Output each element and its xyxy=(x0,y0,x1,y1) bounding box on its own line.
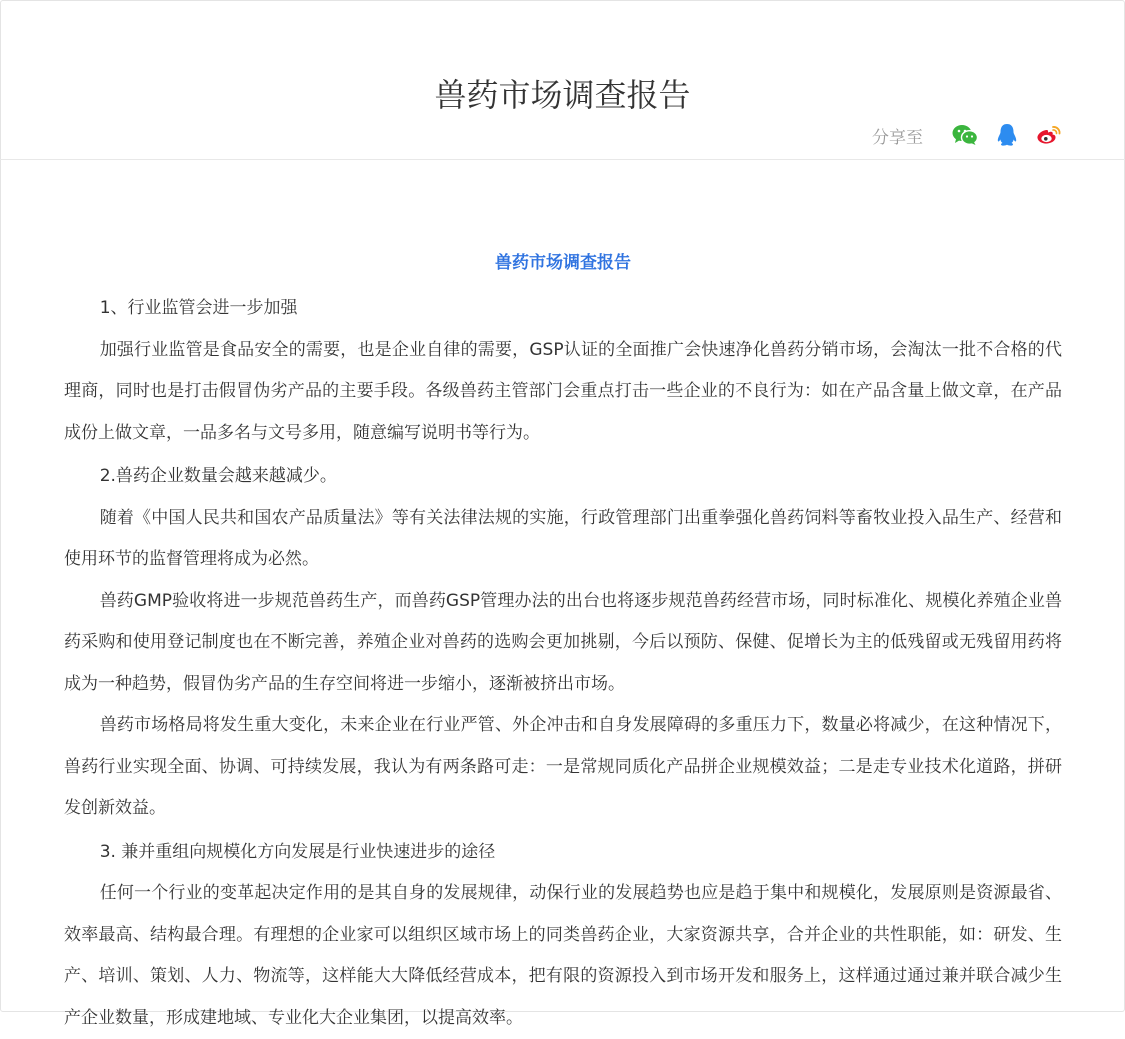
paragraph: 任何一个行业的变革起决定作用的是其自身的发展规律，动保行业的发展趋势也应是趋于集中和规模化，发展原则是资源最省、效率最高、结构最合理。有理想的企业家可以组织区域市场上的同类兽药企业，大家资源共享，合并企业的共性职能，如：研发、生产、培训、策划、人力、物流等，这样能大大降低经营成本，把有限的资源投入到市场开发和服务上，这样通过通过兼并联合减少生产企业数量，形成建地域、专业化大企业集团，以提高效率。 xyxy=(64,883,1062,1028)
weibo-icon xyxy=(1036,124,1062,146)
qq-icon xyxy=(996,123,1018,147)
section-heading: 2.兽药企业数量会越来越减少。 xyxy=(99,466,337,486)
paragraph: 随着《中国人民共和国农产品质量法》等有关法律法规的实施，行政管理部门出重拳强化兽药饲料等畜牧业投入品生产、经营和使用环节的监督管理将成为必然。 xyxy=(64,507,1062,569)
paragraph: 兽药GMP验收将进一步规范兽药生产，而兽药GSP管理办法的出台也将逐步规范兽药经营市场，同时标准化、规模化养殖企业兽药采购和使用登记制度也在不断完善，养殖企业对兽药的选购会更加挑剔，今后以预防、保健、促增长为主的低残留或无残留用药将成为一种趋势，假冒伪劣产品的生存空间将进一步缩小，逐渐被挤出市场。 xyxy=(64,590,1062,694)
wechat-share-button[interactable] xyxy=(951,122,979,148)
paragraph: 加强行业监管是食品安全的需要，也是企业自律的需要，GSP认证的全面推广会快速净化兽药分销市场，会淘汰一批不合格的代理商，同时也是打击假冒伪劣产品的主要手段。各级兽药主管部门会重点打击一些企业的不良行为：如在产品含量上做文章，在产品成份上做文章，一品多名与文号多用，随意编写说明书等行为。 xyxy=(64,339,1062,443)
wechat-icon xyxy=(952,124,978,146)
weibo-share-button[interactable] xyxy=(1035,122,1063,148)
page-header xyxy=(0,0,1125,160)
section-heading: 1、行业监管会进一步加强 xyxy=(99,298,298,318)
paragraph: 兽药市场格局将发生重大变化，未来企业在行业严管、外企冲击和自身发展障碍的多重压力下，数量必将减少，在这种情况下，兽药行业实现全面、协调、可持续发展，我认为有两条路可走：一是常规同质化产品拼企业规模效益；二是走专业技术化道路，拼研发创新效益。 xyxy=(64,715,1062,818)
section-heading: 3. 兼并重组向规模化方向发展是行业快速进步的途径 xyxy=(99,841,496,862)
share-label: 分享至 xyxy=(872,127,923,148)
article-body xyxy=(64,248,1062,1039)
article-title: 兽药市场调查报告 xyxy=(495,253,631,273)
page-title: 兽药市场调查报告 xyxy=(434,76,691,115)
qq-share-button[interactable] xyxy=(993,122,1021,148)
share-bar xyxy=(872,120,1063,150)
